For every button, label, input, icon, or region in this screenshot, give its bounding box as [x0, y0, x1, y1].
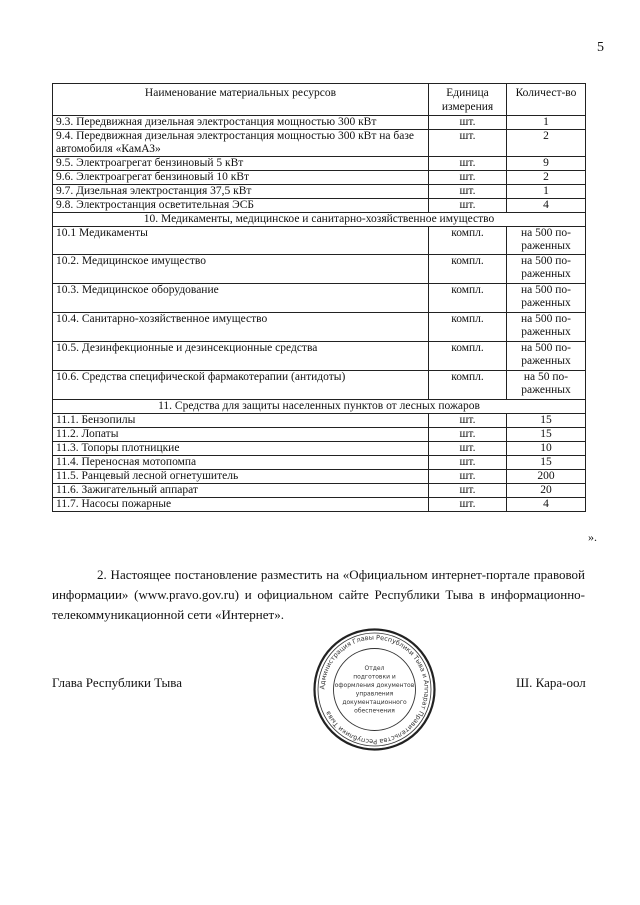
item-unit: шт. — [429, 456, 507, 470]
item-name: 10.4. Санитарно-хозяйственное имущество — [53, 313, 429, 342]
item-quantity: 15 — [507, 456, 586, 470]
item-quantity: 2 — [507, 130, 586, 157]
item-unit: шт. — [429, 185, 507, 199]
table-row — [53, 428, 586, 442]
table-row — [53, 227, 586, 255]
table-header-row — [53, 84, 586, 116]
section-11-title: 11. Средства для защиты населенных пунктов от лесных пожаров — [53, 400, 586, 414]
section-row — [53, 213, 586, 227]
table-row — [53, 157, 586, 171]
resolution-paragraph: 2. Настоящее постановление разместить на «Официальном интернет-портале правовой информации» (www.pravo.gov.ru) и официальном сайте Республики Тыва в информационно-телекоммуникационной сети «Интернет». — [52, 567, 585, 622]
seal-center-line: обеспечения — [354, 707, 395, 715]
table-row — [53, 130, 586, 157]
item-quantity: 20 — [507, 484, 586, 498]
item-quantity: на 500 по-раженных — [507, 313, 586, 342]
item-quantity: на 500 по-раженных — [507, 342, 586, 371]
table-row — [53, 414, 586, 428]
signatory-position: Глава Республики Тыва — [52, 675, 183, 690]
item-name: 11.6. Зажигательный аппарат — [53, 484, 429, 498]
section-11-header-group — [53, 400, 586, 414]
item-unit: шт. — [429, 498, 507, 512]
section-row — [53, 400, 586, 414]
table-row — [53, 498, 586, 512]
item-unit: шт. — [429, 199, 507, 213]
official-seal-stamp — [312, 627, 437, 752]
item-name: 10.6. Средства специфической фармакотерапии (антидоты) — [53, 371, 429, 400]
item-name: 9.7. Дизельная электростанция 37,5 кВт — [53, 185, 429, 199]
table-row — [53, 171, 586, 185]
item-unit: шт. — [429, 130, 507, 157]
item-quantity: 4 — [507, 498, 586, 512]
item-unit: компл. — [429, 313, 507, 342]
table-row — [53, 255, 586, 284]
item-quantity: на 50 по-раженных — [507, 371, 586, 400]
resources-table — [52, 83, 586, 512]
item-unit: компл. — [429, 284, 507, 313]
table-body-section-9 — [53, 116, 586, 213]
seal-center-line: подготовки и — [353, 673, 396, 681]
table-body-section-10 — [53, 227, 586, 400]
item-name: 11.2. Лопаты — [53, 428, 429, 442]
item-unit: шт. — [429, 470, 507, 484]
seal-center-line: Отдел — [364, 665, 385, 672]
item-name: 10.1 Медикаменты — [53, 227, 429, 255]
item-name: 11.5. Ранцевый лесной огнетушитель — [53, 470, 429, 484]
table-row — [53, 484, 586, 498]
item-unit: компл. — [429, 255, 507, 284]
item-name: 9.4. Передвижная дизельная электростанция мощностью 300 кВт на базе автомобиля «КамАЗ» — [53, 130, 429, 157]
section-10-header-group — [53, 213, 586, 227]
seal-center-text — [335, 665, 415, 715]
item-name: 11.4. Переносная мотопомпа — [53, 456, 429, 470]
item-unit: шт. — [429, 442, 507, 456]
item-quantity: 9 — [507, 157, 586, 171]
item-unit: шт. — [429, 116, 507, 130]
item-quantity: 10 — [507, 442, 586, 456]
seal-ring-text: Администрация Главы Республики Тыва и Аппарат Правительства Республики Тыва — [318, 633, 431, 746]
item-name: 11.3. Топоры плотницкие — [53, 442, 429, 456]
table-body-section-11 — [53, 414, 586, 512]
item-quantity: 1 — [507, 185, 586, 199]
header-unit: Единица измерения — [429, 84, 507, 116]
header-name: Наименование материальных ресурсов — [53, 84, 429, 116]
item-name: 10.5. Дезинфекционные и дезинсекционные средства — [53, 342, 429, 371]
item-name: 11.7. Насосы пожарные — [53, 498, 429, 512]
item-name: 9.6. Электроагрегат бензиновый 10 кВт — [53, 171, 429, 185]
section-10-title: 10. Медикаменты, медицинское и санитарно-хозяйственное имущество — [53, 213, 586, 227]
item-unit: компл. — [429, 342, 507, 371]
table-row — [53, 470, 586, 484]
seal-center-line: документационного — [342, 699, 407, 706]
item-name: 10.3. Медицинское оборудование — [53, 284, 429, 313]
item-unit: компл. — [429, 227, 507, 255]
item-quantity: на 500 по-раженных — [507, 284, 586, 313]
signatory-name: Ш. Кара-оол — [516, 675, 586, 690]
item-quantity: 200 — [507, 470, 586, 484]
item-quantity: на 500 по-раженных — [507, 227, 586, 255]
table-row — [53, 199, 586, 213]
item-unit: шт. — [429, 171, 507, 185]
item-quantity: 15 — [507, 428, 586, 442]
item-name: 9.8. Электростанция осветительная ЭСБ — [53, 199, 429, 213]
seal-center-line: управления — [355, 690, 394, 698]
item-unit: шт. — [429, 414, 507, 428]
item-quantity: 15 — [507, 414, 586, 428]
item-unit: компл. — [429, 371, 507, 400]
table-row — [53, 185, 586, 199]
table-row — [53, 371, 586, 400]
item-quantity: на 500 по-раженных — [507, 255, 586, 284]
table-row — [53, 116, 586, 130]
item-name: 11.1. Бензопилы — [53, 414, 429, 428]
table-row — [53, 284, 586, 313]
seal-center-line: оформления документов — [334, 682, 415, 689]
quote-close-mark: ». — [588, 530, 597, 544]
item-quantity: 1 — [507, 116, 586, 130]
table-row — [53, 456, 586, 470]
item-unit: шт. — [429, 428, 507, 442]
item-quantity: 4 — [507, 199, 586, 213]
page-number: 5 — [597, 40, 604, 55]
item-unit: шт. — [429, 157, 507, 171]
item-name: 10.2. Медицинское имущество — [53, 255, 429, 284]
item-unit: шт. — [429, 484, 507, 498]
table-row — [53, 313, 586, 342]
item-name: 9.3. Передвижная дизельная электростанция мощностью 300 кВт — [53, 116, 429, 130]
header-qty: Количест-во — [507, 84, 586, 116]
table-row — [53, 342, 586, 371]
table-row — [53, 442, 586, 456]
item-quantity: 2 — [507, 171, 586, 185]
item-name: 9.5. Электроагрегат бензиновый 5 кВт — [53, 157, 429, 171]
